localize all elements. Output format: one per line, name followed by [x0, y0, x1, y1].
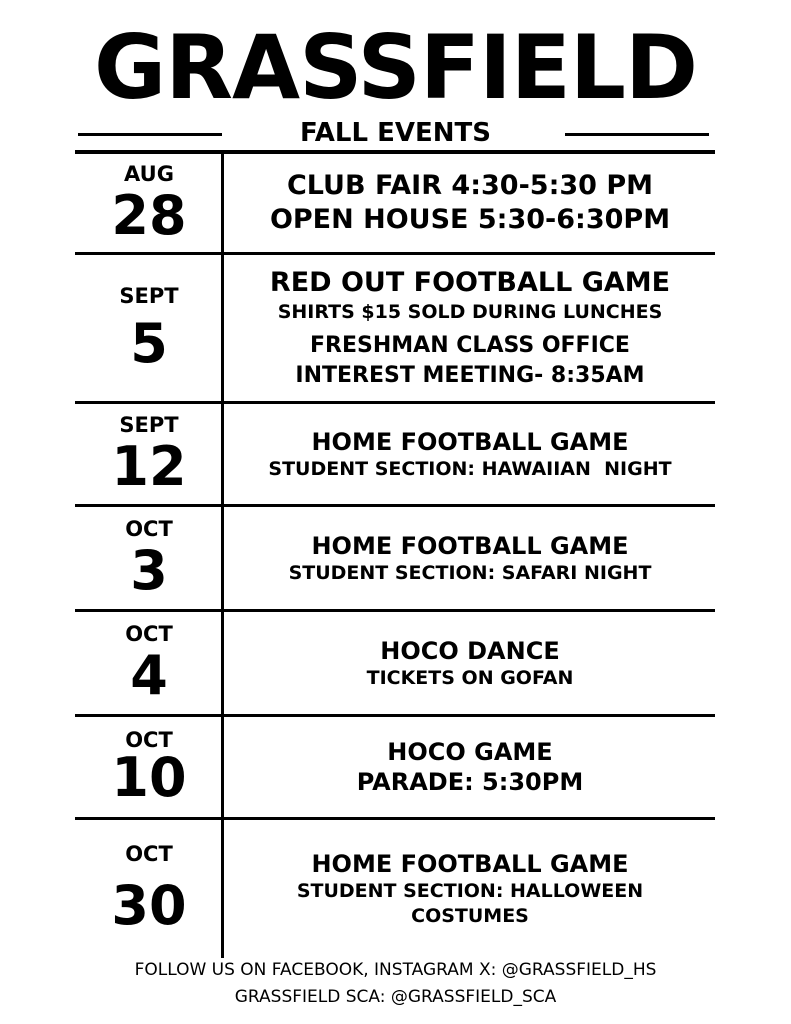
event-date: [75, 820, 223, 957]
event-line: FRESHMAN CLASS OFFICE: [310, 332, 630, 358]
event-line: CLUB FAIR 4:30-5:30 PM: [286, 170, 654, 201]
event-row: [75, 612, 715, 714]
event-date: [75, 612, 223, 714]
event-line: HOME FOOTBALL GAME: [311, 531, 629, 560]
event-day: 4: [130, 643, 168, 707]
event-line: STUDENT SECTION: SAFARI NIGHT: [288, 561, 652, 584]
event-month: SEPT: [119, 412, 179, 437]
event-date: [75, 507, 223, 609]
footer-sca-line: GRASSFIELD SCA: @GRASSFIELD_SCA: [234, 987, 557, 1007]
event-day: 10: [111, 745, 187, 809]
event-date: [75, 255, 223, 401]
event-line: STUDENT SECTION: HALLOWEEN: [296, 879, 644, 902]
event-row: [75, 507, 715, 609]
event-description: [225, 404, 715, 504]
footer-social-line: FOLLOW US ON FACEBOOK, INSTAGRAM X: @GRASSFIELD_HS: [134, 960, 657, 980]
event-line: PARADE: 5:30PM: [356, 768, 584, 796]
event-date: [75, 154, 223, 252]
social-footer: [0, 957, 791, 1011]
event-row: [75, 154, 715, 252]
event-description: [225, 154, 715, 252]
event-date: [75, 717, 223, 817]
event-line: RED OUT FOOTBALL GAME: [269, 266, 671, 298]
event-line: HOME FOOTBALL GAME: [311, 427, 629, 456]
event-day: 5: [130, 311, 168, 375]
event-line: INTEREST MEETING- 8:35AM: [295, 362, 645, 388]
event-row: [75, 820, 715, 957]
event-description: [225, 717, 715, 817]
page-subtitle: FALL EVENTS: [300, 118, 491, 148]
event-month: SEPT: [119, 283, 179, 308]
event-row: [75, 404, 715, 504]
event-description: [225, 507, 715, 609]
event-month: OCT: [125, 842, 173, 866]
event-description: [225, 255, 715, 401]
event-date: [75, 404, 223, 504]
event-row: [75, 255, 715, 401]
event-day: 30: [111, 874, 187, 937]
event-line: HOME FOOTBALL GAME: [311, 849, 629, 878]
event-day: 3: [130, 538, 168, 602]
event-line: STUDENT SECTION: HAWAIIAN NIGHT: [268, 457, 672, 480]
event-line: TICKETS ON GOFAN: [366, 666, 574, 689]
event-month: AUG: [124, 161, 174, 186]
event-line: OPEN HOUSE 5:30-6:30PM: [269, 204, 671, 235]
event-month: OCT: [125, 621, 173, 646]
page-title: GRASSFIELD: [94, 16, 697, 119]
event-line: SHIRTS $15 SOLD DURING LUNCHES: [277, 300, 663, 323]
event-description: [225, 820, 715, 957]
event-month: OCT: [125, 727, 173, 752]
event-month: OCT: [125, 516, 173, 541]
event-line: COSTUMES: [411, 904, 529, 927]
event-day: 28: [111, 183, 187, 247]
event-description: [225, 612, 715, 714]
event-row: [75, 717, 715, 817]
event-line: HOCO GAME: [387, 738, 553, 766]
event-line: HOCO DANCE: [380, 636, 560, 665]
event-day: 12: [111, 434, 187, 498]
